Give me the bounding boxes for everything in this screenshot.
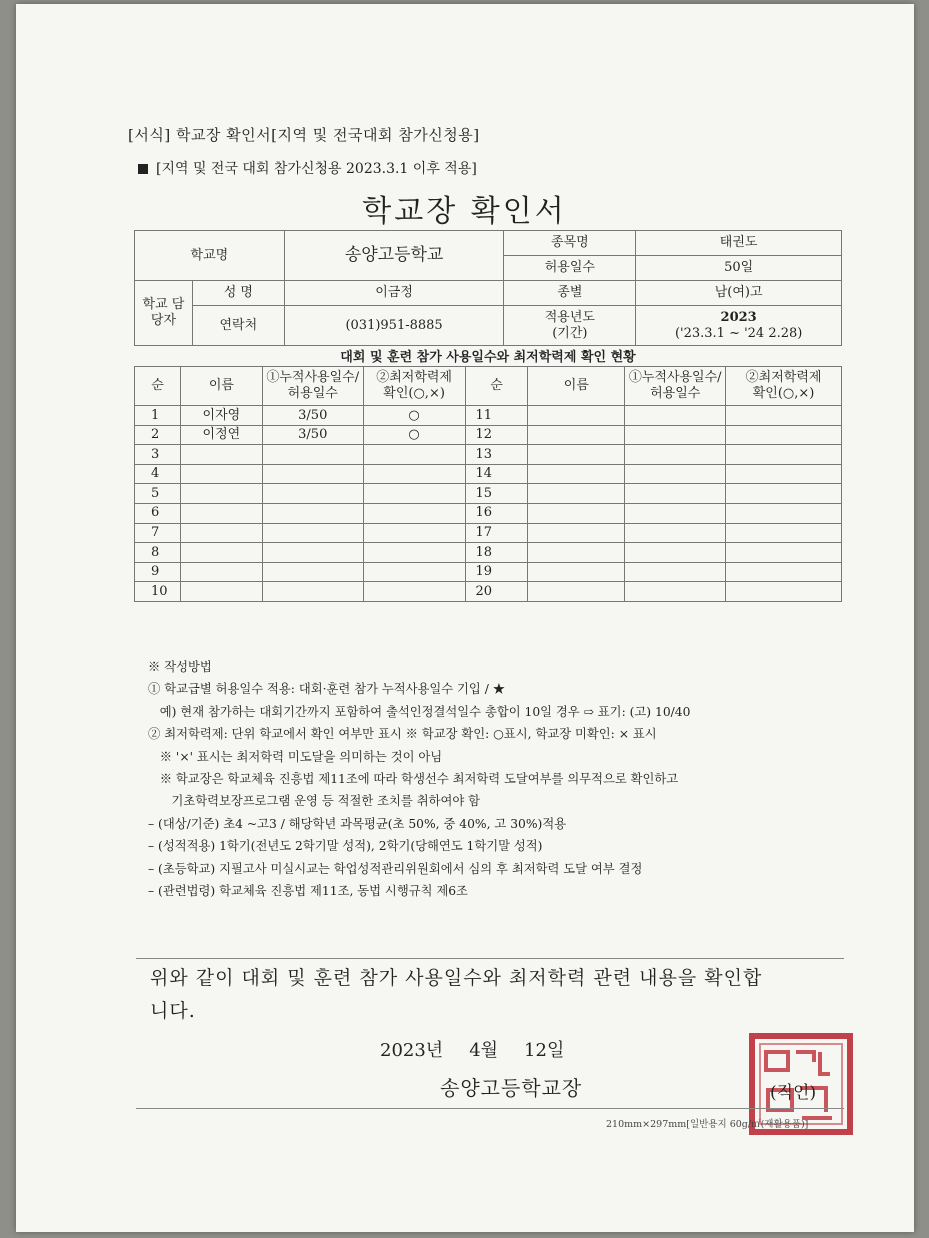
min-achievement-right <box>726 503 842 523</box>
min-achievement <box>363 523 465 543</box>
bottom-rule <box>136 1108 844 1109</box>
row-num: 2 <box>135 425 181 445</box>
header-days-right <box>625 367 726 406</box>
min-achievement-right <box>726 543 842 563</box>
student-name <box>180 503 262 523</box>
table-row <box>135 543 842 563</box>
row-num-right: 20 <box>465 582 528 602</box>
row-num: 6 <box>135 503 181 523</box>
min-achievement <box>363 543 465 563</box>
table-row <box>135 562 842 582</box>
school-label: 학교명 <box>135 231 285 281</box>
confirmation-line1: 위와 같이 대회 및 훈련 참가 사용일수와 최저학력 관련 내용을 확인합 <box>150 967 763 989</box>
row-num: 9 <box>135 562 181 582</box>
year-cell <box>636 306 842 346</box>
min-achievement <box>363 562 465 582</box>
min-achievement-right <box>726 523 842 543</box>
table-header-row <box>135 367 842 406</box>
date-year: 2023년 <box>380 1040 444 1061</box>
header-min-line2: 확인(○,×) <box>383 386 445 401</box>
contact-value: (031)951-8885 <box>284 306 504 346</box>
min-achievement-right <box>726 425 842 445</box>
row-num-right: 16 <box>465 503 528 523</box>
header-name-right: 이름 <box>528 367 625 406</box>
table-row <box>135 445 842 465</box>
header-num-right: 순 <box>465 367 528 406</box>
confirmation-line2: 니다. <box>150 1000 196 1022</box>
used-days-right <box>625 425 726 445</box>
student-name-right <box>528 523 625 543</box>
instruction-line: – (관련법령) 학교체육 진흥법 제11조, 동법 시행규칙 제6조 <box>148 884 468 899</box>
min-achievement <box>363 503 465 523</box>
principal-signature: 송양고등학교장 <box>440 1076 583 1100</box>
date-day: 12일 <box>524 1040 565 1061</box>
type-label: 종별 <box>504 281 636 306</box>
min-achievement <box>363 445 465 465</box>
manager-label: 학교 담당자 <box>135 281 193 346</box>
header-days <box>262 367 363 406</box>
student-name-right <box>528 503 625 523</box>
header-min-right <box>726 367 842 406</box>
used-days-right <box>625 484 726 504</box>
header-days-right-line1: ①누적사용일수/ <box>628 369 722 385</box>
min-achievement <box>363 464 465 484</box>
student-name-right <box>528 425 625 445</box>
used-days <box>262 562 363 582</box>
table-row <box>135 523 842 543</box>
min-achievement <box>363 484 465 504</box>
square-bullet-icon <box>138 164 148 174</box>
header-days-right-line2: 허용일수 <box>650 386 701 401</box>
student-name-right <box>528 406 625 426</box>
used-days: 3/50 <box>262 425 363 445</box>
student-name <box>180 523 262 543</box>
instruction-line: ② 최저학력제: 단위 학교에서 확인 여부만 표시 ※ 학교장 확인: ○표시, 학교장 미확인: × 표시 <box>148 727 657 742</box>
name-value: 이금정 <box>284 281 504 306</box>
instruction-line: – (성적적용) 1학기(전년도 2학기말 성적), 2학기(당해연도 1학기말 성적) <box>148 839 543 854</box>
row-num: 4 <box>135 464 181 484</box>
header-min-right-line2: 확인(○,×) <box>752 386 815 401</box>
sport-label: 종목명 <box>504 231 636 256</box>
student-name-right <box>528 484 625 504</box>
used-days <box>262 582 363 602</box>
allowed-days-value: 50일 <box>636 256 842 281</box>
used-days-right <box>625 503 726 523</box>
instruction-line: ※ 학교장은 학교체육 진흥법 제11조에 따라 학생선수 최저학력 도달여부를 의무적으로 확인하고 <box>148 772 679 787</box>
student-name-right <box>528 445 625 465</box>
student-name <box>180 445 262 465</box>
usage-table <box>134 366 842 602</box>
used-days <box>262 543 363 563</box>
row-num-right: 15 <box>465 484 528 504</box>
section-title: 대회 및 훈련 참가 사용일수와 최저학력제 확인 현황 <box>340 350 636 365</box>
used-days <box>262 484 363 504</box>
min-achievement-right <box>726 406 842 426</box>
min-achievement-right <box>726 445 842 465</box>
confirmation-statement <box>150 962 762 1028</box>
instruction-line: – (대상/기준) 초4 ~고3 / 해당학년 과목평균(초 50%, 중 40%, 고 30%)적용 <box>148 816 567 831</box>
min-achievement-right <box>726 582 842 602</box>
paper-spec: 210mm×297mm[일반용지 60g/㎡(재활용품)] <box>606 1119 809 1130</box>
min-achievement-right <box>726 484 842 504</box>
row-num-right: 18 <box>465 543 528 563</box>
student-name: 이정연 <box>180 425 262 445</box>
apply-line <box>138 158 477 178</box>
instruction-line: – (초등학교) 지필고사 미실시교는 학업성적관리위원회에서 심의 후 최저학력 도달 여부 결정 <box>148 861 643 876</box>
year-value: 2023 <box>720 309 757 325</box>
row-num: 7 <box>135 523 181 543</box>
date-month: 4월 <box>469 1040 499 1061</box>
table-row <box>135 503 842 523</box>
row-num-right: 17 <box>465 523 528 543</box>
student-name <box>180 562 262 582</box>
header-days-line1: ①누적사용일수/ <box>266 369 360 385</box>
student-name: 이자영 <box>180 406 262 426</box>
min-achievement-right <box>726 464 842 484</box>
document-title: 학교장 확인서 <box>362 194 567 229</box>
school-name: 송양고등학교 <box>284 231 504 281</box>
table-row <box>135 425 842 445</box>
row-num-right: 14 <box>465 464 528 484</box>
min-achievement: ○ <box>363 425 465 445</box>
student-name <box>180 484 262 504</box>
form-label: [서식] 학교장 확인서[지역 및 전국대회 참가신청용] <box>128 126 480 144</box>
min-achievement: ○ <box>363 406 465 426</box>
name-label: 성 명 <box>192 281 284 306</box>
type-value: 남(여)고 <box>636 281 842 306</box>
header-min-line1: ②최저학력제 <box>376 369 452 385</box>
student-name-right <box>528 464 625 484</box>
header-min-right-line1: ②최저학력제 <box>745 369 822 385</box>
table-row <box>135 464 842 484</box>
header-name: 이름 <box>180 367 262 406</box>
student-name-right <box>528 582 625 602</box>
contact-label: 연락처 <box>192 306 284 346</box>
used-days-right <box>625 464 726 484</box>
row-num: 5 <box>135 484 181 504</box>
instruction-line: ※ '×' 표시는 최저학력 미도달을 의미하는 것이 아님 <box>148 749 443 764</box>
header-min <box>363 367 465 406</box>
year-label: 적용년도 (기간) <box>504 306 636 346</box>
apply-line-text: [지역 및 전국 대회 참가신청용 2023.3.1 이후 적용] <box>156 161 477 177</box>
used-days-right <box>625 406 726 426</box>
writing-instructions <box>148 656 690 902</box>
row-num-right: 19 <box>465 562 528 582</box>
min-achievement <box>363 582 465 602</box>
student-name <box>180 543 262 563</box>
sport-value: 태권도 <box>636 231 842 256</box>
instruction-line: 예) 현재 참가하는 대회기간까지 포함하여 출석인정결석일수 총합이 10일 경우 ⇨ 표기: (고) 10/40 <box>148 704 691 719</box>
allowed-days-label: 허용일수 <box>504 256 636 281</box>
table-row <box>135 582 842 602</box>
row-num: 3 <box>135 445 181 465</box>
used-days: 3/50 <box>262 406 363 426</box>
header-days-line2: 허용일수 <box>287 386 338 401</box>
used-days <box>262 523 363 543</box>
row-num: 8 <box>135 543 181 563</box>
student-name-right <box>528 562 625 582</box>
used-days-right <box>625 543 726 563</box>
used-days-right <box>625 445 726 465</box>
period-value: ('23.3.1 ~ '24 2.28) <box>674 325 803 341</box>
row-num-right: 11 <box>465 406 528 426</box>
row-num-right: 13 <box>465 445 528 465</box>
used-days <box>262 445 363 465</box>
used-days-right <box>625 523 726 543</box>
header-num: 순 <box>135 367 181 406</box>
student-name-right <box>528 543 625 563</box>
issue-date <box>380 1036 590 1062</box>
student-name <box>180 464 262 484</box>
row-num-right: 12 <box>465 425 528 445</box>
student-name <box>180 582 262 602</box>
row-num: 1 <box>135 406 181 426</box>
used-days <box>262 464 363 484</box>
info-table <box>134 230 842 346</box>
instruction-line: ※ 작성방법 <box>148 660 212 674</box>
seal-label: (직인) <box>770 1083 817 1103</box>
used-days-right <box>625 582 726 602</box>
row-num: 10 <box>135 582 181 602</box>
min-achievement-right <box>726 562 842 582</box>
table-row <box>135 406 842 426</box>
used-days-right <box>625 562 726 582</box>
used-days <box>262 503 363 523</box>
table-row <box>135 484 842 504</box>
divider <box>136 958 844 959</box>
instruction-line: 기초학력보장프로그램 운영 등 적절한 조치를 취하여야 함 <box>148 794 480 809</box>
instruction-line: ① 학교급별 허용일수 적용: 대회·훈련 참가 누적사용일수 기입 / ★ <box>148 682 506 697</box>
